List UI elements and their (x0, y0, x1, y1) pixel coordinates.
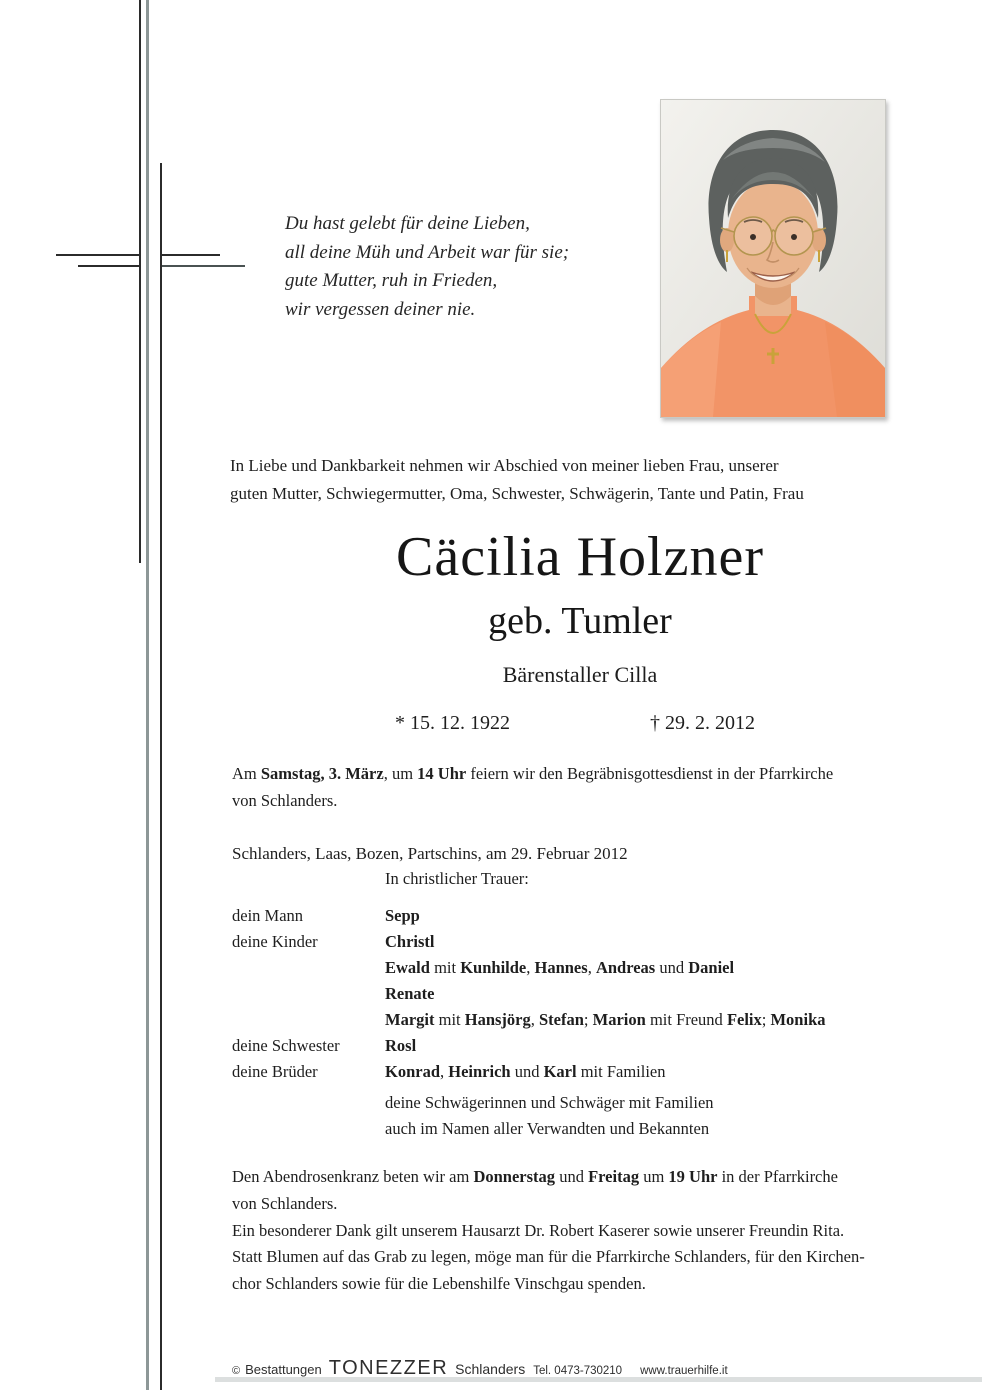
text-segment: Felix (726, 1010, 762, 1029)
deceased-birth-name: geb. Tumler (488, 600, 672, 642)
poem-line: wir vergessen deiner nie. (285, 298, 476, 320)
text-segment: Samstag, 3. März (260, 764, 384, 783)
text-segment: Heinrich (448, 1062, 511, 1081)
family-relation-label: dein Mann (232, 906, 304, 925)
family-row (232, 981, 952, 1007)
text-segment: und (510, 1062, 544, 1081)
family-relation-label (232, 1007, 385, 1033)
family-relation-label: deine Brüder (232, 1062, 318, 1081)
poem-line: gute Mutter, ruh in Frieden, (285, 270, 498, 291)
footer-phone: Tel. 0473-730210 (533, 1365, 623, 1377)
text-segment: Konrad (385, 1062, 441, 1081)
text-segment: Statt Blumen auf das Grab zu legen, möge man für die Pfarrkirche Schlanders, für den Kirchen- (232, 1247, 865, 1266)
text-segment: Andreas (595, 958, 656, 977)
text-segment: Renate (385, 984, 435, 1003)
poem-line: all deine Müh und Arbeit war für sie; (285, 241, 570, 263)
text-segment: Am (232, 764, 261, 783)
footer-company: Bestattungen (245, 1362, 322, 1377)
places-date-line: Schlanders, Laas, Bozen, Partschins, am 29. Februar 2012 (232, 844, 628, 863)
family-row (232, 1116, 952, 1142)
text-segment: , (530, 1010, 539, 1029)
deceased-name: Cäcilia Holzner (396, 526, 764, 588)
memorial-poem (285, 210, 569, 324)
text-segment: ; (761, 1010, 771, 1029)
text-segment: Ein besonderer Dank gilt unserem Hausarzt Dr. Robert Kaserer sowie unserer Freundin Rita. (232, 1221, 845, 1240)
text-segment: 14 Uhr (417, 764, 467, 783)
text-segment: und (555, 1167, 589, 1186)
footer-city: Schlanders (455, 1361, 526, 1377)
cross-horizontal-upper-right (162, 254, 220, 256)
poem-line: Du hast gelebt für deine Lieben, (285, 213, 530, 234)
family-row (232, 929, 952, 955)
death-date: † 29. 2. 2012 (650, 712, 755, 734)
text-segment: von Schlanders. (232, 1194, 338, 1213)
text-segment: In Liebe und Dankbarkeit nehmen wir Abschied von meiner lieben Frau, unserer (230, 456, 779, 475)
text-segment: Sepp (385, 906, 420, 925)
text-segment: von Schlanders. (232, 791, 338, 810)
family-row (232, 1090, 952, 1116)
text-segment: Monika (770, 1010, 826, 1029)
family-relation-label (232, 1090, 385, 1116)
birth-date: * 15. 12. 1922 (395, 712, 510, 734)
text-segment: Hansjörg (464, 1010, 531, 1029)
rosary-paragraph (232, 1163, 838, 1217)
family-relation-label (232, 1116, 385, 1142)
mourning-header: In christlicher Trauer: (385, 869, 529, 888)
family-relation-label (232, 955, 385, 981)
family-relation-label (232, 981, 385, 1007)
family-names (385, 1090, 714, 1116)
deceased-nickname: Bärenstaller Cilla (502, 662, 658, 687)
text-segment: um (639, 1167, 669, 1186)
family-names (385, 929, 435, 955)
text-segment: mit Freund (645, 1010, 727, 1029)
family-list (232, 903, 952, 1142)
family-names (385, 981, 434, 1007)
family-row (232, 1007, 952, 1033)
thanks-paragraph (232, 1217, 844, 1244)
portrait-photo (660, 99, 886, 418)
text-segment: mit (429, 958, 461, 977)
funeral-announcement (232, 760, 833, 814)
text-segment: , (526, 958, 535, 977)
text-segment: , (440, 1062, 449, 1081)
family-names (385, 903, 420, 929)
text-segment: , um (383, 764, 418, 783)
text-segment: Ewald (385, 958, 430, 977)
family-relation-label: deine Kinder (232, 932, 318, 951)
cross-horizontal-lower-right (162, 265, 245, 267)
text-segment: und (655, 958, 689, 977)
family-names (385, 1007, 826, 1033)
text-segment: Marion (592, 1010, 646, 1029)
text-segment: guten Mutter, Schwiegermutter, Oma, Schwester, Schwägerin, Tante und Patin, Frau (230, 484, 804, 503)
donations-paragraph (232, 1243, 865, 1297)
footer (232, 1357, 728, 1380)
family-row (232, 1059, 952, 1085)
portrait-photo-drawing (661, 100, 885, 417)
cross-vertical-black-line-left (139, 0, 141, 563)
text-segment: Karl (543, 1062, 577, 1081)
text-segment: 19 Uhr (668, 1167, 718, 1186)
family-row (232, 903, 952, 929)
text-segment: Christl (385, 932, 435, 951)
text-segment: Freitag (588, 1167, 640, 1186)
text-segment: Daniel (688, 958, 735, 977)
text-segment: Den Abendrosenkranz beten wir am (232, 1167, 474, 1186)
family-row (232, 955, 952, 981)
family-row (232, 1033, 952, 1059)
text-segment: mit (434, 1010, 465, 1029)
copyright-symbol: © (232, 1365, 241, 1377)
text-segment: in der Pfarrkirche (717, 1167, 838, 1186)
text-segment: mit Familien (576, 1062, 666, 1081)
text-segment: Hannes (534, 958, 588, 977)
footer-website: www.trauerhilfe.it (640, 1365, 728, 1377)
text-segment: Rosl (385, 1036, 417, 1055)
text-segment: ; (583, 1010, 593, 1029)
text-segment: feiern wir den Begräbnisgottesdienst in der Pfarrkirche (466, 764, 834, 783)
text-segment: , (587, 958, 596, 977)
text-segment: auch im Namen aller Verwandten und Bekannten (385, 1119, 710, 1138)
text-segment: chor Schlanders sowie für die Lebenshilfe Vinschgau spenden. (232, 1274, 646, 1293)
text-segment: Stefan (539, 1010, 584, 1029)
family-names (385, 1116, 709, 1142)
cross-horizontal-lower-left (78, 265, 139, 267)
cross-horizontal-upper-left (56, 254, 139, 256)
family-names (385, 1059, 666, 1085)
cross-vertical-gray-line (146, 0, 149, 1390)
text-segment: Donnerstag (473, 1167, 556, 1186)
text-segment: Margit (385, 1010, 435, 1029)
footer-brand: TONEZZER (328, 1357, 449, 1379)
family-names (385, 1033, 416, 1059)
family-relation-label: deine Schwester (232, 1036, 340, 1055)
text-segment: Kunhilde (460, 958, 527, 977)
cross-vertical-black-line-right (160, 163, 162, 1390)
text-segment: deine Schwägerinnen und Schwäger mit Familien (385, 1093, 714, 1112)
intro-paragraph (230, 452, 804, 508)
family-names (385, 955, 734, 981)
